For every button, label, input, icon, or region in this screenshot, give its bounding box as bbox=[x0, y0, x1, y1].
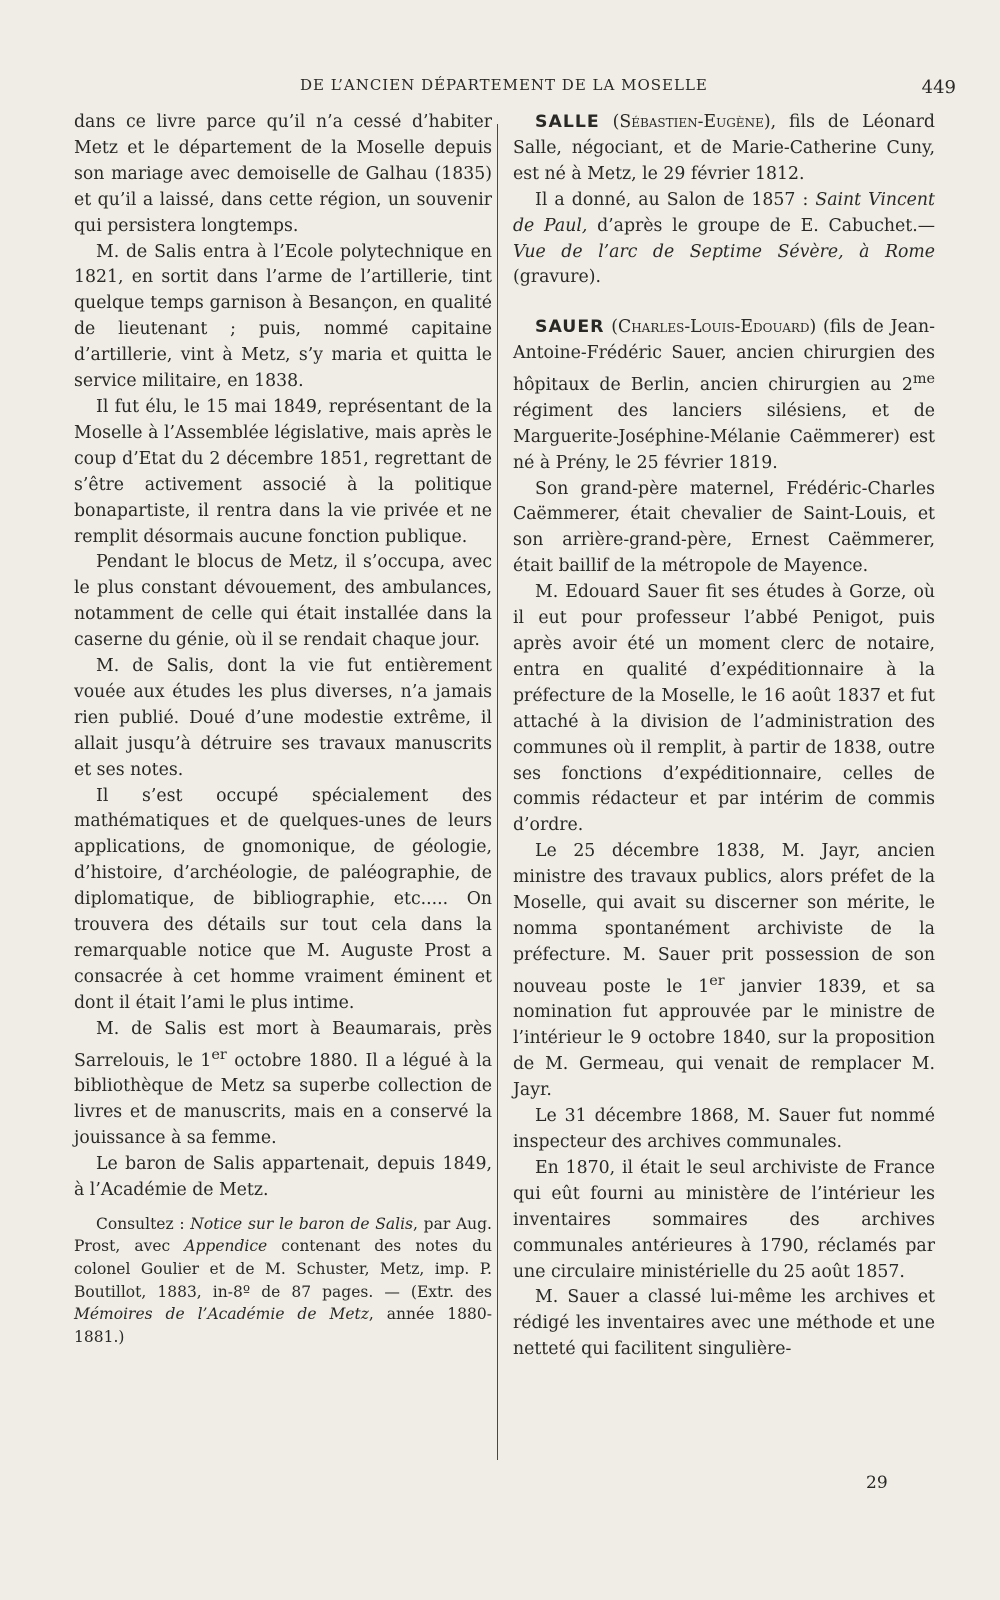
entry-sauer bbox=[513, 315, 935, 476]
paragraph: Le 31 décembre 1868, M. Sauer fut nommé inspecteur des archives communales. bbox=[513, 1106, 935, 1152]
paragraph: En 1870, il était le seul archiviste de France qui eût fourni au ministère de l’intérieur les inventaires sommaires des archives communales antérieures à 1790, réclamés par une circulaire ministérielle du 25 août 1857. bbox=[513, 1157, 935, 1282]
superscript: er bbox=[211, 1046, 227, 1063]
entry-given-names: (Charles-Louis-Edouard) bbox=[611, 317, 817, 338]
signature-mark: 29 bbox=[866, 1473, 888, 1493]
title-italic: Mémoires de l’Académie de Metz bbox=[74, 1305, 369, 1324]
title-italic: Vue de l’arc de Septime Sévère, à Rome bbox=[513, 241, 935, 262]
left-column bbox=[74, 110, 492, 1348]
text-run: octobre 1880. Il a légué à la bibliothèque de Metz sa superbe collection de livres et de manuscrits, mais en a conservé la jouissance à sa femme. bbox=[74, 1050, 493, 1149]
text-run: (gravure). bbox=[513, 267, 601, 288]
paragraph: Pendant le blocus de Metz, il s’occupa, avec le plus constant dévouement, des ambulances, notamment de celle qui était installée dans la caserne du génie, où il se rendait chaque jour. bbox=[74, 552, 492, 651]
right-column bbox=[513, 110, 935, 1363]
entry-given-names: (Sébastien-Eugène) bbox=[612, 112, 771, 132]
title-italic: Notice sur le baron de Salis bbox=[190, 1214, 414, 1233]
page-number: 449 bbox=[921, 77, 956, 98]
text-run: Il a donné, au Salon de 1857 : bbox=[535, 189, 816, 210]
text-run: , par Aug. Prost, avec bbox=[74, 1214, 492, 1256]
text-run: contenant des notes du colonel Goulier et de M. Schuster, Metz, imp. P. Boutillot, 1883, in-8º de 87 pages. — (Extr. des bbox=[74, 1237, 492, 1301]
paragraph: M. Edouard Sauer fit ses études à Gorze, où il eut pour professeur l’abbé Penigot, puis après avoir été un moment clerc de notaire, entra en qualité d’expéditionnaire à la préfecture de la Moselle, le 16 août 1837 et fut attaché à la division de l’administration des communes où il remplit, à partir de 1838, outre ses fonctions d’expéditionnaire, celles de commis rédacteur et par intérim de commis d’ordre. bbox=[513, 582, 935, 836]
entry-heading: SAUER bbox=[535, 317, 605, 338]
superscript: me bbox=[912, 371, 935, 388]
title-italic: Appendice bbox=[184, 1237, 268, 1256]
paragraph bbox=[513, 188, 935, 292]
paragraph: Il fut élu, le 15 mai 1849, représentant de la Moselle à l’Assemblée législative, mais après le coup d’Etat du 2 décembre 1851, regrettant de s’être activement associé à la politique bonapartiste, il rentra dans la vie privée et ne remplit désormais aucune fonction publique. bbox=[74, 396, 492, 547]
running-title: DE L’ANCIEN DÉPARTEMENT DE LA MOSELLE bbox=[300, 76, 708, 94]
text-run: , année 1880-1881.) bbox=[74, 1305, 492, 1346]
text-run: d’après le groupe de E. Cabuchet.— bbox=[587, 215, 935, 236]
paragraph: M. Sauer a classé lui-même les archives et rédigé les inventaires avec une méthode et une netteté qui facilitent singulière- bbox=[513, 1287, 935, 1360]
paragraph: Le baron de Salis appartenait, depuis 1849, à l’Académie de Metz. bbox=[74, 1154, 492, 1200]
entry-heading: SALLE bbox=[535, 112, 600, 132]
text-run: M. de Salis est mort à Beaumarais, près Sarrelouis, le 1 bbox=[74, 1018, 492, 1071]
paragraph: Il s’est occupé spécialement des mathématiques et de quelques-unes de leurs applications, de gnomonique, de géologie, d’histoire, d’archéologie, de paléographie, de diplomatique, de bibliographie, etc..... On trouvera des détails sur tout cela dans la remarquable notice que M. Auguste Prost a consacrée à cet homme vraiment éminent et dont il était l’ami le plus intime. bbox=[74, 785, 492, 1013]
paragraph: M. de Salis, dont la vie fut entièrement vouée aux études les plus diverses, n’a jamais rien publié. Doué d’une modestie extrême, il allait jusqu’à détruire ses travaux manuscrits et ses notes. bbox=[74, 656, 492, 780]
entry-salle bbox=[513, 110, 935, 188]
paragraph: dans ce livre parce qu’il n’a cessé d’habiter Metz et le département de la Moselle depuis son mariage avec demoiselle de Galhau (1835) et qu’il a laissé, dans cette région, un souvenir qui persistera longtemps. bbox=[74, 112, 492, 236]
text-run: (fils de Jean-Antoine-Frédéric Sauer, ancien chirurgien des hôpitaux de Berlin, ancien chirurgien au 2 bbox=[513, 317, 935, 395]
title-italic: Saint Vincent de Paul, bbox=[513, 189, 935, 236]
paragraph bbox=[513, 839, 935, 1104]
paragraph: M. de Salis entra à l’Ecole polytechnique en 1821, en sortit dans l’arme de l’artillerie, tint quelque temps garnison à Besançon, en qualité de lieutenant ; puis, nommé capitaine d’artillerie, vint à Metz, s’y maria et quitta le service militaire, en 1838. bbox=[74, 241, 492, 392]
paragraph bbox=[74, 1017, 492, 1152]
text-run: Le 25 décembre 1838, M. Jayr, ancien ministre des travaux publics, alors préfet de la Moselle, qui avait su discerner son mérite, le nomma spontanément archiviste de la préfecture. M. Sauer prit possession de son nouveau poste le 1 bbox=[513, 841, 935, 997]
superscript: er bbox=[709, 972, 725, 989]
text-run: régiment des lanciers silésiens, et de Marguerite-Joséphine-Mélanie Caëmmerer) est né à Prény, le 25 février 1819. bbox=[513, 400, 935, 473]
text-run: , fils de Léonard Salle, négociant, et de Marie-Catherine Cuny, est né à Metz, le 29 février 1812. bbox=[513, 112, 935, 184]
column-divider bbox=[497, 124, 498, 1460]
bibliographic-note bbox=[74, 1213, 492, 1349]
text-run: janvier 1839, et sa nomination fut approuvée par le ministre de l’intérieur le 9 octobre 1840, sur la proposition de M. Germeau, qui venait de remplacer M. Jayr. bbox=[513, 976, 935, 1101]
text-run: Consultez : bbox=[96, 1214, 191, 1233]
paragraph: Son grand-père maternel, Frédéric-Charles Caëmmerer, était chevalier de Saint-Louis, et son arrière-grand-père, Ernest Caëmmerer, était baillif de la métropole de Mayence. bbox=[513, 478, 935, 577]
